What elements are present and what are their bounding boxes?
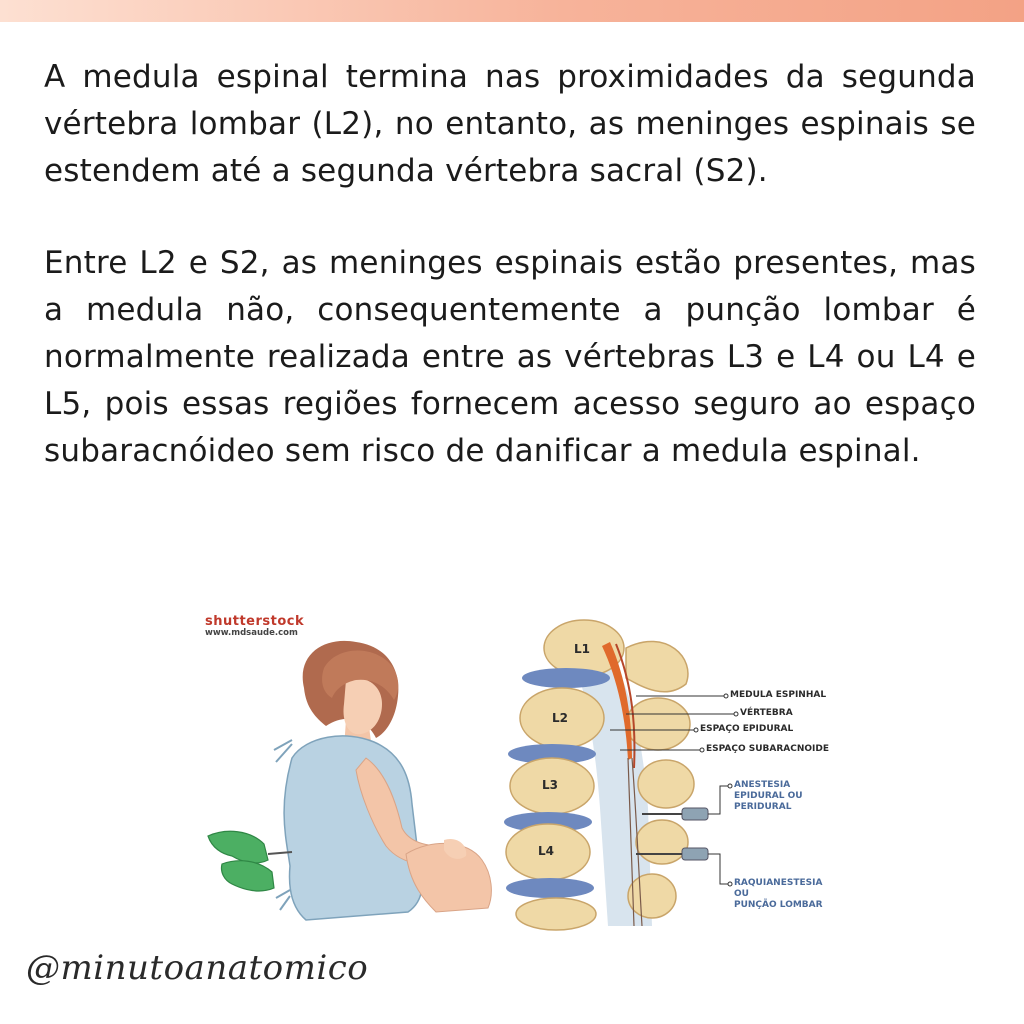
vertebra-label-l2: L2: [552, 711, 568, 725]
text-content: [44, 54, 976, 475]
label-espaco-epidural: ESPAÇO EPIDURAL: [700, 724, 794, 734]
vertebra-label-l1: L1: [574, 642, 590, 656]
label-anestesia-epidural: ANESTESIA EPIDURAL OU PERIDURAL: [734, 780, 803, 812]
top-accent-bar: [0, 0, 1024, 22]
author-handle: @minutoanatomico: [26, 948, 369, 988]
vertebra-label-l3: L3: [542, 778, 558, 792]
label-raquianestesia: RAQUIANESTESIA OU PUNÇÃO LOMBAR: [734, 878, 823, 910]
paragraph-2: Entre L2 e S2, as meninges espinais estão presentes, mas a medula não, consequentemente a punção lombar é normalmente realizada entre as vértebras L3 e L4 ou L4 e L5, pois essas regiões fornecem acesso seguro ao espaço subaracnóideo sem risco de danificar a medula espinal.: [44, 245, 976, 469]
label-espaco-subaracnoide: ESPAÇO SUBARACNOIDE: [706, 744, 830, 754]
watermark-url: www.mdsaude.com: [205, 628, 298, 638]
label-vertebra: VÉRTEBRA: [740, 708, 793, 718]
watermark-text: shutterstock: [205, 614, 305, 629]
label-medula-espinhal: MEDULA ESPINHAL: [730, 690, 827, 700]
lumbar-puncture-illustration: [196, 608, 836, 926]
vertebra-label-l4: L4: [538, 844, 554, 858]
paragraph-1: A medula espinal termina nas proximidades da segunda vértebra lombar (L2), no entanto, as meninges espinais se estendem até a segunda vértebra sacral (S2).: [44, 59, 976, 189]
